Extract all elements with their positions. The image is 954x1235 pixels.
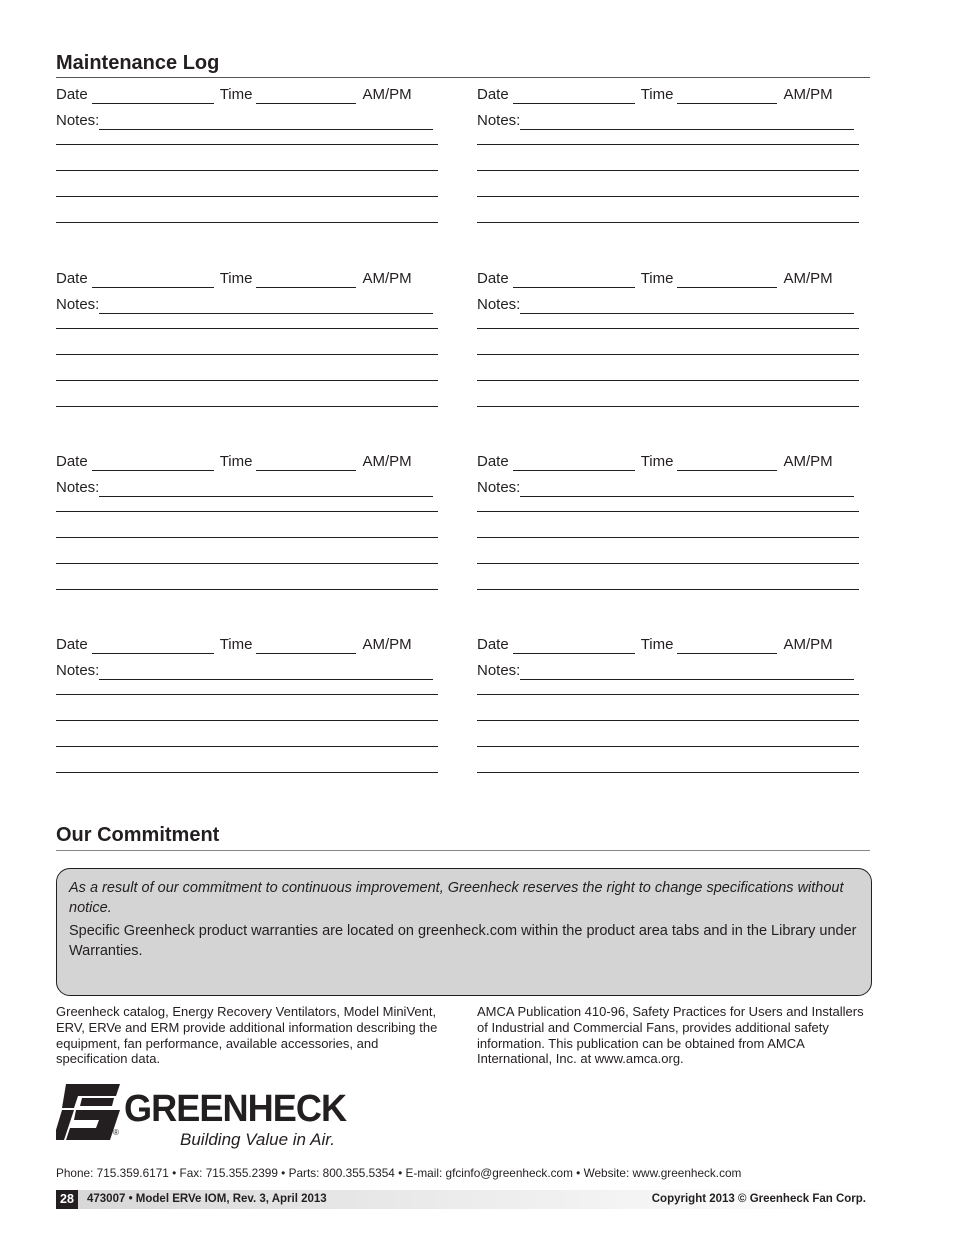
notes-line[interactable]	[477, 144, 859, 145]
notes-label: Notes:	[56, 112, 100, 129]
time-label: Time	[640, 453, 674, 470]
time-label: Time	[219, 86, 253, 103]
registered-mark: ®	[113, 1128, 119, 1137]
commitment-notice-box	[56, 868, 872, 996]
reference-right-text: AMCA Publication 410-96, Safety Practices for Users and Installers of Industrial and Commercial Fans, provides additional safety information. This publication can be obtained from AMCA International, Inc. at www.amca.org.	[477, 1004, 864, 1067]
contact-line: Phone: 715.359.6171 • Fax: 715.355.2399 • Parts: 800.355.5354 • E-mail: gfcinfo@greenheck.com • Website: www.greenheck.com	[56, 1166, 742, 1180]
notes-field[interactable]	[99, 665, 433, 680]
log-entry-1-left	[56, 86, 444, 246]
date-field[interactable]	[92, 639, 214, 654]
notes-line[interactable]	[56, 589, 438, 590]
date-field[interactable]	[513, 456, 635, 471]
notice-warranty-text: Specific Greenheck product warranties are located on greenheck.com within the product area tabs and in the Library under Warranties.	[69, 923, 857, 959]
ampm-label: AM/PM	[362, 453, 412, 470]
time-label: Time	[640, 636, 674, 653]
date-field[interactable]	[513, 89, 635, 104]
notice-italic-text: As a result of our commitment to continuous improvement, Greenheck reserves the right to change specifications without notice.	[69, 880, 844, 916]
ampm-label: AM/PM	[362, 86, 412, 103]
notes-line[interactable]	[56, 328, 438, 329]
log-entry-2-right	[477, 270, 865, 430]
notes-line[interactable]	[56, 222, 438, 223]
notes-line[interactable]	[477, 537, 859, 538]
notes-row	[477, 479, 854, 497]
notes-field[interactable]	[99, 482, 433, 497]
notes-line[interactable]	[56, 694, 438, 695]
time-field[interactable]	[677, 273, 777, 288]
notes-line[interactable]	[477, 354, 859, 355]
reference-left-text: Greenheck catalog, Energy Recovery Ventilators, Model MiniVent, ERV, ERVe and ERM provide additional information describing the equipment, fan performance, available accessories, and specification data.	[56, 1004, 438, 1067]
date-field[interactable]	[92, 89, 214, 104]
copyright-text: Copyright 2013 © Greenheck Fan Corp.	[651, 1193, 866, 1205]
time-field[interactable]	[677, 639, 777, 654]
notes-line[interactable]	[477, 746, 859, 747]
notes-field[interactable]	[99, 115, 433, 130]
notes-line[interactable]	[477, 511, 859, 512]
date-label: Date	[477, 636, 509, 653]
notes-row	[56, 662, 433, 680]
commitment-title: Our Commitment	[56, 824, 220, 846]
notes-row	[56, 296, 433, 314]
ampm-label: AM/PM	[362, 270, 412, 287]
log-entry-1-right	[477, 86, 865, 246]
date-field[interactable]	[92, 456, 214, 471]
notes-label: Notes:	[477, 662, 521, 679]
notes-label: Notes:	[477, 479, 521, 496]
notes-line[interactable]	[477, 170, 859, 171]
notes-line[interactable]	[477, 406, 859, 407]
time-field[interactable]	[677, 89, 777, 104]
notes-label: Notes:	[56, 296, 100, 313]
date-time-row	[56, 453, 412, 471]
notes-line[interactable]	[477, 328, 859, 329]
time-field[interactable]	[256, 89, 356, 104]
document-reference: 473007 • Model ERVe IOM, Rev. 3, April 2013	[87, 1193, 327, 1205]
log-entry-3-left	[56, 453, 444, 613]
commitment-rule	[56, 850, 870, 851]
notes-line[interactable]	[56, 196, 438, 197]
notes-line[interactable]	[56, 563, 438, 564]
notes-line[interactable]	[56, 746, 438, 747]
logo-wordmark: GREENHECK	[124, 1088, 347, 1130]
ampm-label: AM/PM	[783, 453, 833, 470]
greenheck-g-mark-icon	[56, 1084, 120, 1140]
ampm-label: AM/PM	[783, 270, 833, 287]
notes-line[interactable]	[56, 406, 438, 407]
date-label: Date	[477, 270, 509, 287]
notes-label: Notes:	[477, 296, 521, 313]
date-time-row	[56, 86, 412, 104]
notes-line[interactable]	[477, 563, 859, 564]
notes-line[interactable]	[56, 380, 438, 381]
notes-label: Notes:	[56, 662, 100, 679]
notes-label: Notes:	[56, 479, 100, 496]
page-footer	[56, 1190, 870, 1209]
date-time-row	[477, 86, 833, 104]
date-label: Date	[56, 86, 88, 103]
ampm-label: AM/PM	[783, 636, 833, 653]
log-entry-3-right	[477, 453, 865, 613]
notes-field[interactable]	[520, 115, 854, 130]
date-label: Date	[477, 453, 509, 470]
date-field[interactable]	[92, 273, 214, 288]
time-field[interactable]	[677, 456, 777, 471]
date-label: Date	[477, 86, 509, 103]
greenheck-logo	[56, 1082, 346, 1152]
notes-row	[477, 296, 854, 314]
ampm-label: AM/PM	[362, 636, 412, 653]
notes-line[interactable]	[477, 772, 859, 773]
time-label: Time	[219, 270, 253, 287]
notes-line[interactable]	[477, 196, 859, 197]
notes-field[interactable]	[520, 665, 854, 680]
time-label: Time	[219, 453, 253, 470]
notes-line[interactable]	[56, 720, 438, 721]
logo-tagline: Building Value in Air.	[180, 1130, 335, 1149]
time-label: Time	[640, 270, 674, 287]
date-label: Date	[56, 453, 88, 470]
log-entry-4-left	[56, 636, 444, 796]
notes-line[interactable]	[477, 222, 859, 223]
date-time-row	[56, 270, 412, 288]
page-number: 28	[56, 1190, 78, 1209]
notes-line[interactable]	[56, 772, 438, 773]
notes-row	[477, 112, 854, 130]
notes-line[interactable]	[477, 720, 859, 721]
date-time-row	[56, 636, 412, 654]
log-entry-4-right	[477, 636, 865, 796]
time-label: Time	[640, 86, 674, 103]
time-field[interactable]	[256, 456, 356, 471]
notes-field[interactable]	[99, 299, 433, 314]
notes-line[interactable]	[477, 589, 859, 590]
maintenance-log-title: Maintenance Log	[56, 52, 220, 74]
notes-row	[56, 479, 433, 497]
notes-field[interactable]	[520, 482, 854, 497]
notes-line[interactable]	[56, 511, 438, 512]
log-entry-2-left	[56, 270, 444, 430]
date-label: Date	[56, 270, 88, 287]
notes-row	[477, 662, 854, 680]
time-label: Time	[219, 636, 253, 653]
date-field[interactable]	[513, 273, 635, 288]
notes-line[interactable]	[56, 144, 438, 145]
date-label: Date	[56, 636, 88, 653]
notes-line[interactable]	[477, 380, 859, 381]
date-field[interactable]	[513, 639, 635, 654]
notes-line[interactable]	[56, 170, 438, 171]
notes-line[interactable]	[56, 537, 438, 538]
ampm-label: AM/PM	[783, 86, 833, 103]
date-time-row	[477, 270, 833, 288]
notes-field[interactable]	[520, 299, 854, 314]
notes-label: Notes:	[477, 112, 521, 129]
notes-line[interactable]	[477, 694, 859, 695]
time-field[interactable]	[256, 273, 356, 288]
time-field[interactable]	[256, 639, 356, 654]
date-time-row	[477, 453, 833, 471]
date-time-row	[477, 636, 833, 654]
notes-line[interactable]	[56, 354, 438, 355]
notes-row	[56, 112, 433, 130]
maintenance-log-rule	[56, 77, 870, 78]
